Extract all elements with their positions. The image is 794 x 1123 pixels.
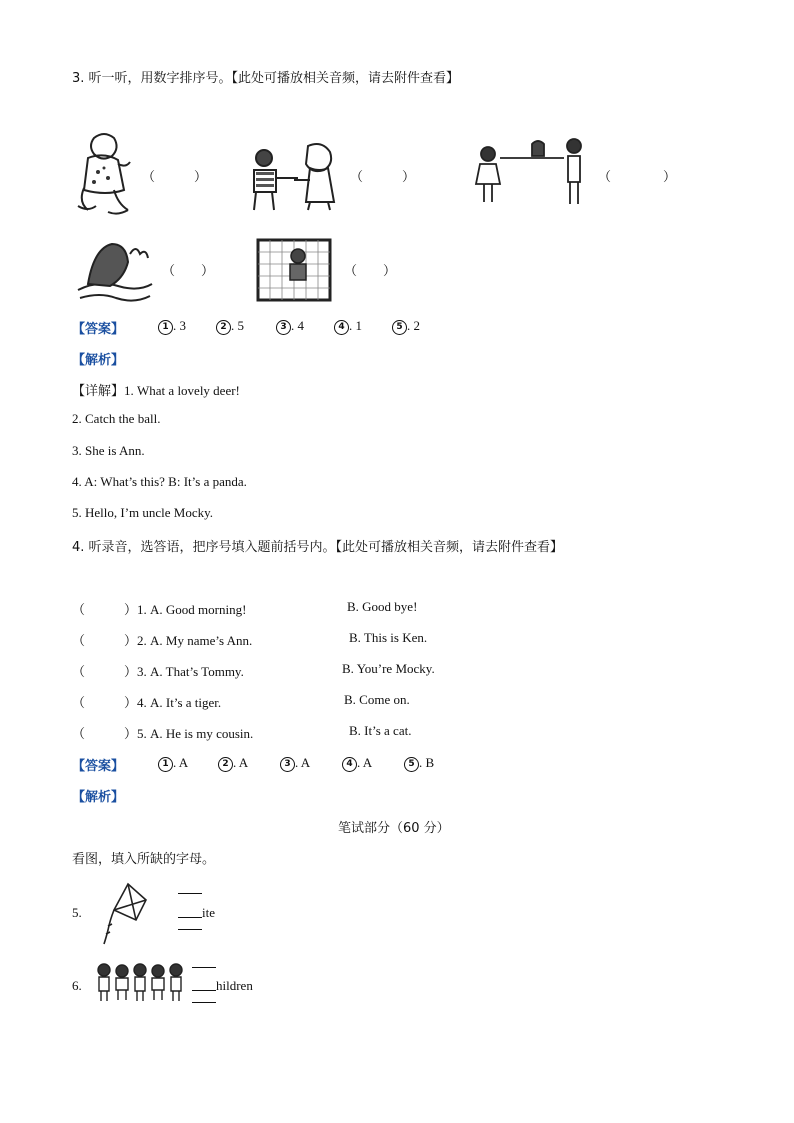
- q4-answer-3: 3 . A: [280, 755, 310, 772]
- q4-analysis-label: 【解析】: [72, 790, 125, 805]
- children-picture: [96, 962, 188, 1004]
- q4-title: 4. 听录音，选答语，把序号填入题前括号内。【此处可播放相关音频，请去附件查看】: [72, 540, 564, 555]
- q3-answer-1: 1 . 3: [158, 318, 186, 335]
- q3-bracket-4: （ ）: [162, 264, 215, 279]
- q3-bracket-2: （ ）: [350, 170, 416, 185]
- q4-item-4-option-b: B. Come on.: [344, 692, 410, 707]
- q4-answer-4: 4 . A: [342, 755, 372, 772]
- q5-blank-line-2: [178, 917, 202, 918]
- q6-word-suffix: hildren: [216, 978, 253, 993]
- q3-answer-2: 2 . 5: [216, 318, 244, 335]
- q4-item-3-option-b: B. You’re Mocky.: [342, 661, 435, 676]
- q6-blank-line-2: [192, 990, 216, 991]
- q3-answer-5: 5 . 2: [392, 318, 420, 335]
- q4-answer-5: 5 . B: [404, 755, 434, 772]
- q4-item-4: （ ）4. A. It’s a tiger.: [72, 695, 222, 711]
- q4-item-3: （ ）3. A. That’s Tommy.: [72, 664, 244, 680]
- q3-title: 3. 听一听，用数字排序号。【此处可播放相关音频，请去附件查看】: [72, 71, 460, 86]
- panda-scene-picture: [74, 234, 154, 304]
- q4-answer-2: 2 . A: [218, 755, 248, 772]
- q3-bracket-5: （ ）: [344, 264, 397, 279]
- q3-bracket-3: （ ）: [598, 170, 677, 185]
- q3-detail-line-2: 2. Catch the ball.: [72, 411, 161, 426]
- q3-analysis-label: 【解析】: [72, 353, 125, 368]
- goal-keeper-picture: [254, 236, 334, 304]
- q4-item-2-option-b: B. This is Ken.: [349, 630, 428, 645]
- q4-item-5-option-b: B. It’s a cat.: [349, 723, 412, 738]
- q3-answer-label: 【答案】: [72, 322, 125, 337]
- q3-detail-line-4: 4. A: What’s this? B: It’s a panda.: [72, 474, 247, 489]
- q5-word-suffix: ite: [202, 905, 215, 920]
- q6-blank-line-1: [192, 967, 216, 968]
- q4-item-1: （ ）1. A. Good morning!: [72, 602, 247, 618]
- q5-blank-line-1: [178, 893, 202, 894]
- q4-item-2: （ ）2. A. My name’s Ann.: [72, 633, 253, 649]
- catch-ball-picture: [246, 140, 342, 212]
- q5-blank-line-3: [178, 929, 202, 930]
- q6-number: 6.: [72, 978, 82, 993]
- q4-item-1-option-b: B. Good bye!: [347, 599, 418, 614]
- q4-answer-label: 【答案】: [72, 759, 125, 774]
- q3-answer-3: 3 . 4: [276, 318, 304, 335]
- written-section-title: 笔试部分（60 分）: [338, 821, 450, 836]
- written-instruction: 看图，填入所缺的字母。: [72, 852, 216, 867]
- q3-detail-line-1: 【详解】1. What a lovely deer!: [72, 383, 240, 399]
- q6-blank-line-3: [192, 1002, 216, 1003]
- kite-picture: [98, 880, 158, 946]
- q3-answer-4: 4 . 1: [334, 318, 362, 335]
- girl-with-deer-picture: [74, 128, 134, 218]
- q5-number: 5.: [72, 905, 82, 920]
- q4-item-5: （ ）5. A. He is my cousin.: [72, 726, 254, 742]
- she-is-ann-picture: [474, 136, 590, 210]
- q3-bracket-1: （ ）: [142, 170, 208, 185]
- q3-detail-line-3: 3. She is Ann.: [72, 443, 145, 458]
- q4-answer-1: 1 . A: [158, 755, 188, 772]
- q3-detail-line-5: 5. Hello, I’m uncle Mocky.: [72, 505, 214, 520]
